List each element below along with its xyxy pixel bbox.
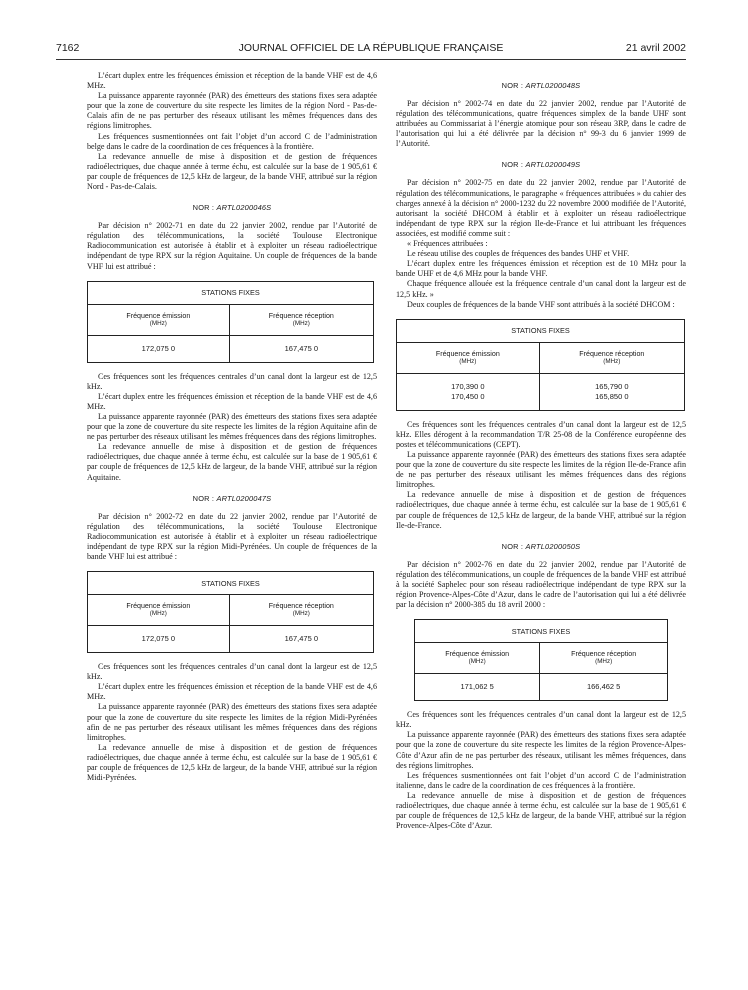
column-header-label: Fréquence émission <box>435 349 500 358</box>
issue-date: 21 avril 2002 <box>625 42 686 54</box>
paragraph: « Fréquences attribuées : <box>407 239 488 249</box>
emission-cell <box>415 674 540 701</box>
paragraph: Ces fréquences sont les fréquences centrales d’un canal dont la largeur est de 12,5 kHz. <box>396 710 686 730</box>
paragraph: Ces fréquences sont les fréquences centrales d’un canal dont la largeur est de 12,5 kHz. <box>87 371 377 391</box>
column-header-unit: (MHz) <box>595 658 613 666</box>
column-header <box>540 643 668 674</box>
right-column <box>396 71 686 831</box>
nor-reference <box>396 81 686 90</box>
paragraph: Le réseau utilise des couples de fréquences des bandes UHF et VHF. <box>407 249 630 259</box>
nor-reference <box>396 542 686 551</box>
paragraph: Les fréquences susmentionnées ont fait l’objet d’un accord C de l’administration belge dans le cadre de la coordination de ces fréquences à la frontière. <box>87 131 377 151</box>
nor-reference <box>87 494 377 503</box>
paragraph: Chaque fréquence allouée est la fréquence centrale d’un canal dont la largeur est de 12,5 kHz. » <box>396 279 686 299</box>
decision-paragraph: Par décision n° 2002-74 en date du 22 janvier 2002, rendue par l’Autorité de régulation des télécommunications, quatre fréquences simplex de la bande UHF sont attribuées au Commissariat à l’énergie atomique pour son réseau 3RP, dans le cadre de l’autorisation qui lui a été délivrée par la décision n° 99-3 du 6 janvier 1999 de l’Autorité. <box>396 99 686 149</box>
nor-label: NOR : <box>501 160 524 170</box>
paragraph: La redevance annuelle de mise à disposition et de gestion de fréquences radioélectriques, due chaque année à terme échu, est calculée sur la base de 1 905,61 € par couple de fréquences de 12,5 kHz de largeur, de la bande VHF, attribué sur la région Provence-Alpes-Côte d’Azur. <box>396 790 686 831</box>
paragraph: Deux couples de fréquences de la bande VHF sont attribués à la société DHCOM : <box>407 299 675 309</box>
stations-table <box>414 619 668 701</box>
paragraph: L’écart duplex entre les fréquences émission et réception de la bande VHF est de 4,6 MHz. <box>87 71 377 91</box>
frequency-value: 167,475 0 <box>284 343 319 353</box>
nor-label: NOR : <box>501 81 524 90</box>
frequency-value: 165,850 0 <box>595 391 629 401</box>
frequency-value: 167,475 0 <box>284 634 319 644</box>
table-row <box>415 674 668 701</box>
column-header-unit: (MHz) <box>149 610 167 618</box>
frequency-value: 165,790 0 <box>595 381 629 391</box>
stations-table <box>87 571 374 653</box>
column-header <box>88 595 230 626</box>
paragraph: Ces fréquences sont les fréquences centrales d’un canal dont la largeur est de 12,5 kHz. Elles dérogent à la recommandation T/R 25-08 de la Conférence européenne des postes et télécommunications (CEPT). <box>396 419 686 449</box>
decision-paragraph: Par décision n° 2002-75 en date du 22 janvier 2002, rendue par l’Autorité de régulation des télécommunications, le paragraphe « fréquences attribuées » du cahier des charges annexé à la décision n° 2000-1232 du 22 novembre 2000 modifiée de l’Autorité, autorisant la société DHCOM à établir et à exploiter un réseau radioélectrique indépendant de type RPX sur la région Ile-de-France et lui attribuant les fréquences associées, est modifié comme suit : <box>396 178 686 238</box>
nor-label: NOR : <box>192 203 215 213</box>
table-row <box>397 373 685 410</box>
paragraph: Ces fréquences sont les fréquences centrales d’un canal dont la largeur est de 12,5 kHz. <box>87 662 377 682</box>
column-header-unit: (MHz) <box>459 357 477 365</box>
paragraph: L’écart duplex entre les fréquences émission et réception de la bande VHF est de 4,6 MHz. <box>87 682 377 702</box>
reception-cell <box>540 674 668 701</box>
column-header <box>88 304 230 335</box>
column-header-label: Fréquence réception <box>268 311 334 320</box>
nor-reference <box>87 203 377 212</box>
table-title: STATIONS FIXES <box>397 319 685 342</box>
reception-cell <box>539 373 684 410</box>
table-row <box>88 335 374 362</box>
header-rule <box>56 59 686 60</box>
paragraph: La puissance apparente rayonnée (PAR) des émetteurs des stations fixes sera adaptée pour que la zone de couverture du site respecte les limites de la région Ile-de-France afin de ne pas perturber des réseaux utilisant les mêmes fréquences dans des régions limitrophes. <box>396 449 686 490</box>
paragraph: Les fréquences susmentionnées ont fait l’objet d’un accord C de l’administration italienne, dans le cadre de la coordination de ces fréquences à la frontière. <box>396 770 686 790</box>
column-header-unit: (MHz) <box>603 357 621 365</box>
reception-cell <box>229 335 373 362</box>
emission-cell <box>88 335 230 362</box>
table-row <box>88 626 374 653</box>
nor-code: ARTL0200050S <box>525 541 581 551</box>
column-header-unit: (MHz) <box>292 319 310 327</box>
decision-paragraph: Par décision n° 2002-72 en date du 22 janvier 2002, rendue par l’Autorité de régulation des télécommunications, la société Toulouse Electronique Radiocommunication est autorisée à établir et à exploiter un réseau radioélectrique indépendant de type RPX sur la région Midi-Pyrénées. Un couple de fréquences de la bande VHF lui est attribué : <box>87 511 377 561</box>
nor-code: ARTL0200047S <box>216 493 272 503</box>
column-header-label: Fréquence émission <box>126 602 191 611</box>
paragraph: La redevance annuelle de mise à disposition et de gestion de fréquences radioélectriques, due chaque année à terme échu, est calculée sur la base de 1 905,61 € par couple de fréquences de 12,5 kHz de largeur, de la bande VHF, attribué sur la région Midi-Pyrénées. <box>87 742 377 783</box>
frequency-value: 172,075 0 <box>141 343 176 353</box>
emission-cell <box>88 626 230 653</box>
frequency-value: 170,450 0 <box>451 391 485 401</box>
column-header <box>415 643 540 674</box>
decision-paragraph: Par décision n° 2002-76 en date du 22 janvier 2002, rendue par l’Autorité de régulation des télécommunications, un couple de fréquences de la bande VHF est attribué à la société Saphelec pour son réseau radioélectrique indépendant de type RPX sur la région Provence-Alpes-Côte d’Azur, dans le cadre de l’autorisation qui lui a été délivrée par la décision n° 2000-385 du 18 avril 2000 : <box>396 559 687 610</box>
nor-label: NOR : <box>192 493 215 503</box>
table-title: STATIONS FIXES <box>88 572 374 595</box>
frequency-value: 170,390 0 <box>451 381 485 391</box>
stations-table <box>396 319 685 411</box>
column-header-label: Fréquence réception <box>571 650 637 659</box>
frequency-value: 171,062 5 <box>460 682 494 692</box>
column-header <box>539 342 684 373</box>
frequency-value: 172,075 0 <box>141 634 176 644</box>
decision-paragraph: Par décision n° 2002-71 en date du 22 janvier 2002, rendue par l’Autorité de régulation des télécommunications, la société Toulouse Electronique Radiocommunication est autorisée à établir et à exploiter un réseau radioélectrique indépendant de type RPX sur la région Aquitaine. Un couple de fréquences de la bande VHF lui est attribué : <box>87 221 377 271</box>
paragraph: La redevance annuelle de mise à disposition et de gestion de fréquences radioélectriques, due chaque année à terme échu, est calculée sur la base de 1 905,61 € par couple de fréquences de 12,5 kHz de largeur, de la bande VHF, attribué sur la région Ile-de-France. <box>396 490 686 530</box>
nor-label: NOR : <box>501 541 524 551</box>
column-header <box>229 304 373 335</box>
column-header-label: Fréquence réception <box>579 349 645 358</box>
nor-code: ARTL0200048S <box>525 81 581 90</box>
table-title: STATIONS FIXES <box>415 620 668 643</box>
column-header-unit: (MHz) <box>149 319 167 327</box>
frequency-value: 166,462 5 <box>586 682 621 692</box>
nor-code: ARTL0200049S <box>525 160 581 170</box>
column-header <box>229 595 373 626</box>
column-header-label: Fréquence réception <box>268 602 334 611</box>
paragraph: L’écart duplex entre les fréquences émission et réception est de 10 MHz pour la bande UHF et de 4,6 MHz pour la bande VHF. <box>396 259 686 279</box>
journal-title: JOURNAL OFFICIEL DE LA RÉPUBLIQUE FRANÇAISE <box>238 42 504 54</box>
emission-cell <box>397 373 540 410</box>
column-header-unit: (MHz) <box>468 658 486 666</box>
column-header-label: Fréquence émission <box>126 311 191 320</box>
page-header <box>56 42 686 58</box>
paragraph: La redevance annuelle de mise à disposition et de gestion de fréquences radioélectriques, due chaque année à terme échu, est calculée sur la base de 1 905,61 € par couple de fréquences de 12,5 kHz de largeur, de la bande VHF, attribué sur la région Aquitaine. <box>87 442 377 482</box>
paragraph: L’écart duplex entre les fréquences émission et réception de la bande VHF est de 4,6 MHz. <box>87 391 377 411</box>
page-number: 7162 <box>56 42 80 54</box>
paragraph: La puissance apparente rayonnée (PAR) des émetteurs des stations fixes sera adaptée pour que la zone de couverture du site respecte les limites de la région Aquitaine afin de ne pas perturber des réseaux utilisant les mêmes fréquences dans des régions limitrophes. <box>87 411 377 442</box>
stations-table <box>87 281 374 363</box>
column-header <box>397 342 540 373</box>
reception-cell <box>229 626 373 653</box>
paragraph: La puissance apparente rayonnée (PAR) des émetteurs des stations fixes sera adaptée pour que la zone de couverture du site respecte les limites de la région Provence-Alpes-Côte d’Azur afin de ne pas perturber des réseaux, utilisant les mêmes fréquences, dans des régions limitrophes. <box>396 730 686 770</box>
paragraph: La puissance apparente rayonnée (PAR) des émetteurs des stations fixes sera adaptée pour que la zone de couverture du site respecte les limites de la région Nord - Pas-de-Calais afin de ne pas perturber des réseaux utilisant les mêmes fréquences dans des régions limitrophes. <box>87 91 377 131</box>
column-header-label: Fréquence émission <box>445 650 510 659</box>
left-column <box>87 71 377 783</box>
nor-reference <box>396 160 686 169</box>
paragraph: La redevance annuelle de mise à disposition et de gestion de fréquences radioélectriques, due chaque année à terme échu, est calculée sur la base de 1 905,61 € par couple de fréquences de 12,5 kHz de largeur, de la bande VHF, attribué sur la région Nord - Pas-de-Calais. <box>87 151 377 192</box>
paragraph: La puissance apparente rayonnée (PAR) des émetteurs des stations fixes sera adaptée pour que la zone de couverture du site respecte les limites de la région Midi-Pyrénées afin de ne pas perturber des réseaux utilisant les mêmes fréquences dans des régions limitrophes. <box>87 702 377 742</box>
table-title: STATIONS FIXES <box>88 281 374 304</box>
column-header-unit: (MHz) <box>292 610 310 618</box>
nor-code: ARTL0200046S <box>216 203 272 213</box>
